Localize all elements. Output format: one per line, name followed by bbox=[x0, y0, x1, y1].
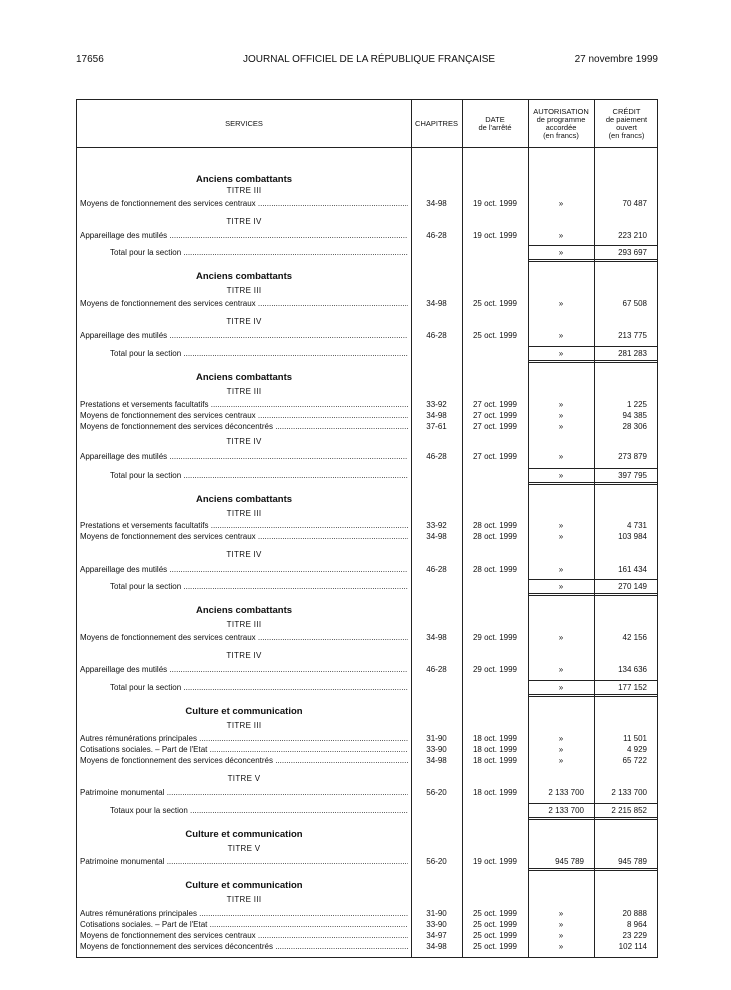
date-cell: 25 oct. 1999 bbox=[472, 931, 518, 940]
row-label: Moyens de fonctionnement des services déconcentrés ..... bbox=[80, 756, 408, 765]
date-cell: 28 oct. 1999 bbox=[472, 532, 518, 541]
titre-label: TITRE III bbox=[226, 186, 262, 195]
autorisation-cell: » bbox=[558, 331, 564, 340]
section-title: Culture et communication bbox=[185, 706, 303, 717]
autorisation-cell: 2 133 700 bbox=[548, 788, 584, 797]
date-cell: 19 oct. 1999 bbox=[472, 199, 518, 208]
total-double-rule bbox=[528, 694, 658, 697]
credit-cell: 1 225 bbox=[626, 400, 647, 409]
credit-cell: 293 697 bbox=[618, 248, 647, 257]
row-label: Appareillage des mutilés ..... bbox=[80, 231, 408, 240]
date-cell: 29 oct. 1999 bbox=[472, 665, 518, 674]
autorisation-cell: » bbox=[558, 422, 564, 431]
date-cell: 27 oct. 1999 bbox=[472, 411, 518, 420]
credit-cell: 2 215 852 bbox=[611, 806, 647, 815]
col-header-services: SERVICES bbox=[77, 100, 411, 148]
date-cell: 28 oct. 1999 bbox=[472, 521, 518, 530]
autorisation-cell: » bbox=[558, 565, 564, 574]
titre-label: TITRE IV bbox=[226, 550, 262, 559]
row-label: Moyens de fonctionnement des services déconcentrés ..... bbox=[80, 942, 408, 951]
date-cell: 27 oct. 1999 bbox=[472, 422, 518, 431]
autorisation-cell: » bbox=[558, 299, 564, 308]
credits-table bbox=[76, 99, 658, 958]
autorisation-cell: » bbox=[558, 665, 564, 674]
autorisation-cell: » bbox=[558, 942, 564, 951]
autorisation-cell: » bbox=[558, 909, 564, 918]
credit-cell: 4 929 bbox=[626, 745, 647, 754]
col-header-date: DATE de l'arrêté bbox=[462, 100, 528, 148]
row-label: Moyens de fonctionnement des services centraux ..... bbox=[80, 299, 408, 308]
chapitre-cell: 34-97 bbox=[426, 931, 447, 940]
date-cell: 28 oct. 1999 bbox=[472, 565, 518, 574]
total-label: Total pour la section ..... bbox=[110, 248, 408, 257]
row-label: Appareillage des mutilés ..... bbox=[80, 565, 408, 574]
autorisation-cell: » bbox=[558, 931, 564, 940]
autorisation-cell: 945 789 bbox=[555, 857, 584, 866]
chapitre-cell: 34-98 bbox=[426, 299, 447, 308]
credit-cell: 177 152 bbox=[618, 683, 647, 692]
total-label: Total pour la section ..... bbox=[110, 582, 408, 591]
section-title: Anciens combattants bbox=[195, 605, 293, 616]
total-rule bbox=[528, 245, 658, 246]
date-cell: 25 oct. 1999 bbox=[472, 920, 518, 929]
autorisation-cell: » bbox=[558, 471, 564, 480]
page-number: 17656 bbox=[76, 54, 104, 65]
titre-label: TITRE IV bbox=[226, 651, 262, 660]
section-title: Culture et communication bbox=[185, 880, 303, 891]
credit-cell: 102 114 bbox=[618, 942, 647, 951]
autorisation-cell: » bbox=[558, 452, 564, 461]
chapitre-cell: 34-98 bbox=[426, 199, 447, 208]
row-label: Patrimoine monumental ..... bbox=[80, 857, 408, 866]
date-cell: 25 oct. 1999 bbox=[472, 909, 518, 918]
journal-title: JOURNAL OFFICIEL DE LA RÉPUBLIQUE FRANÇAISE bbox=[243, 54, 496, 65]
autorisation-cell: » bbox=[558, 248, 564, 257]
titre-label: TITRE III bbox=[226, 620, 262, 629]
credit-cell: 134 636 bbox=[618, 665, 647, 674]
row-label: Moyens de fonctionnement des services déconcentrés ..... bbox=[80, 422, 408, 431]
row-label: Moyens de fonctionnement des services centraux ..... bbox=[80, 931, 408, 940]
chapitre-cell: 34-98 bbox=[426, 756, 447, 765]
col-header-credit: CRÉDIT de paiement ouvert (en francs) bbox=[594, 100, 658, 148]
total-double-rule bbox=[528, 817, 658, 820]
autorisation-cell: » bbox=[558, 231, 564, 240]
credit-cell: 4 731 bbox=[626, 521, 647, 530]
titre-label: TITRE III bbox=[226, 387, 262, 396]
date-cell: 27 oct. 1999 bbox=[472, 400, 518, 409]
row-label: Prestations et versements facultatifs ..... bbox=[80, 521, 408, 530]
autorisation-cell: » bbox=[558, 349, 564, 358]
chapitre-cell: 37-61 bbox=[426, 422, 447, 431]
chapitre-cell: 46-28 bbox=[426, 331, 447, 340]
date-cell: 29 oct. 1999 bbox=[472, 633, 518, 642]
date-cell: 25 oct. 1999 bbox=[472, 299, 518, 308]
chapitre-cell: 46-28 bbox=[426, 231, 447, 240]
chapitre-cell: 34-98 bbox=[426, 633, 447, 642]
section-title: Anciens combattants bbox=[195, 271, 293, 282]
chapitre-cell: 33-90 bbox=[426, 745, 447, 754]
issue-date: 27 novembre 1999 bbox=[574, 54, 658, 65]
credit-cell: 8 964 bbox=[626, 920, 647, 929]
date-cell: 18 oct. 1999 bbox=[472, 745, 518, 754]
autorisation-cell: » bbox=[558, 532, 564, 541]
total-double-rule bbox=[528, 593, 658, 596]
section-title: Culture et communication bbox=[185, 829, 303, 840]
total-label: Totaux pour la section ..... bbox=[110, 806, 408, 815]
date-cell: 19 oct. 1999 bbox=[472, 231, 518, 240]
autorisation-cell: » bbox=[558, 756, 564, 765]
row-label: Moyens de fonctionnement des services centraux ..... bbox=[80, 411, 408, 420]
chapitre-cell: 46-28 bbox=[426, 452, 447, 461]
chapitre-cell: 34-98 bbox=[426, 942, 447, 951]
total-label: Total pour la section ..... bbox=[110, 349, 408, 358]
row-label: Cotisations sociales. – Part de l'Etat ..... bbox=[80, 920, 408, 929]
credit-cell: 273 879 bbox=[618, 452, 647, 461]
date-cell: 25 oct. 1999 bbox=[472, 331, 518, 340]
row-label: Appareillage des mutilés ..... bbox=[80, 331, 408, 340]
date-cell: 27 oct. 1999 bbox=[472, 452, 518, 461]
autorisation-cell: » bbox=[558, 683, 564, 692]
total-label: Total pour la section ..... bbox=[110, 683, 408, 692]
date-cell: 18 oct. 1999 bbox=[472, 734, 518, 743]
credit-cell: 11 501 bbox=[623, 734, 647, 743]
col-header-chapitres: CHAPITRES bbox=[411, 100, 462, 148]
credit-cell: 94 385 bbox=[622, 411, 647, 420]
titre-label: TITRE III bbox=[226, 721, 262, 730]
titre-label: TITRE IV bbox=[226, 437, 262, 446]
chapitre-cell: 34-98 bbox=[426, 411, 447, 420]
credit-cell: 103 984 bbox=[618, 532, 647, 541]
row-label: Patrimoine monumental ..... bbox=[80, 788, 408, 797]
credit-cell: 67 508 bbox=[622, 299, 647, 308]
chapitre-cell: 33-92 bbox=[426, 400, 447, 409]
autorisation-cell: » bbox=[558, 920, 564, 929]
titre-label: TITRE III bbox=[226, 286, 262, 295]
titre-label: TITRE III bbox=[226, 895, 262, 904]
credit-cell: 945 789 bbox=[618, 857, 647, 866]
credit-cell: 20 888 bbox=[622, 909, 647, 918]
total-double-rule bbox=[528, 482, 658, 485]
autorisation-cell: » bbox=[558, 582, 564, 591]
chapitre-cell: 31-90 bbox=[426, 734, 447, 743]
row-label: Appareillage des mutilés ..... bbox=[80, 452, 408, 461]
credit-cell: 28 306 bbox=[622, 422, 647, 431]
autorisation-cell: » bbox=[558, 734, 564, 743]
date-cell: 18 oct. 1999 bbox=[472, 756, 518, 765]
row-label: Moyens de fonctionnement des services centraux ..... bbox=[80, 532, 408, 541]
chapitre-cell: 46-28 bbox=[426, 665, 447, 674]
total-double-rule bbox=[528, 360, 658, 363]
autorisation-cell: » bbox=[558, 411, 564, 420]
row-label: Moyens de fonctionnement des services centraux ..... bbox=[80, 199, 408, 208]
total-double-rule bbox=[528, 868, 658, 871]
credit-cell: 223 210 bbox=[618, 231, 647, 240]
autorisation-cell: » bbox=[558, 633, 564, 642]
total-rule bbox=[528, 579, 658, 580]
credit-cell: 65 722 bbox=[622, 756, 647, 765]
total-rule bbox=[528, 468, 658, 469]
row-label: Autres rémunérations principales ..... bbox=[80, 734, 408, 743]
col-header-autorisation: AUTORISATION de programme accordée (en francs) bbox=[528, 100, 594, 148]
total-rule bbox=[528, 680, 658, 681]
chapitre-cell: 56-20 bbox=[426, 788, 447, 797]
row-label: Appareillage des mutilés ..... bbox=[80, 665, 408, 674]
titre-label: TITRE V bbox=[227, 844, 261, 853]
autorisation-cell: » bbox=[558, 199, 564, 208]
row-label: Moyens de fonctionnement des services centraux ..... bbox=[80, 633, 408, 642]
titre-label: TITRE IV bbox=[226, 217, 262, 226]
credit-cell: 42 156 bbox=[622, 633, 647, 642]
row-label: Cotisations sociales. – Part de l'Etat ..... bbox=[80, 745, 408, 754]
titre-label: TITRE III bbox=[226, 509, 262, 518]
chapitre-cell: 33-90 bbox=[426, 920, 447, 929]
autorisation-cell: 2 133 700 bbox=[548, 806, 584, 815]
section-title: Anciens combattants bbox=[195, 494, 293, 505]
row-label: Autres rémunérations principales ..... bbox=[80, 909, 408, 918]
total-rule bbox=[528, 346, 658, 347]
date-cell: 19 oct. 1999 bbox=[472, 857, 518, 866]
chapitre-cell: 46-28 bbox=[426, 565, 447, 574]
titre-label: TITRE IV bbox=[226, 317, 262, 326]
credit-cell: 397 795 bbox=[618, 471, 647, 480]
titre-label: TITRE V bbox=[227, 774, 261, 783]
credit-cell: 270 149 bbox=[618, 582, 647, 591]
credit-cell: 2 133 700 bbox=[611, 788, 647, 797]
total-rule bbox=[528, 803, 658, 804]
credit-cell: 161 434 bbox=[618, 565, 647, 574]
credit-cell: 281 283 bbox=[618, 349, 647, 358]
total-label: Total pour la section ..... bbox=[110, 471, 408, 480]
credit-cell: 70 487 bbox=[622, 199, 647, 208]
chapitre-cell: 31-90 bbox=[426, 909, 447, 918]
chapitre-cell: 34-98 bbox=[426, 532, 447, 541]
date-cell: 25 oct. 1999 bbox=[472, 942, 518, 951]
chapitre-cell: 33-92 bbox=[426, 521, 447, 530]
section-title: Anciens combattants bbox=[195, 372, 293, 383]
autorisation-cell: » bbox=[558, 400, 564, 409]
chapitre-cell: 56-20 bbox=[426, 857, 447, 866]
autorisation-cell: » bbox=[558, 745, 564, 754]
autorisation-cell: » bbox=[558, 521, 564, 530]
row-label: Prestations et versements facultatifs ..... bbox=[80, 400, 408, 409]
total-double-rule bbox=[528, 259, 658, 262]
section-title: Anciens combattants bbox=[195, 174, 293, 185]
date-cell: 18 oct. 1999 bbox=[472, 788, 518, 797]
credit-cell: 213 775 bbox=[618, 331, 647, 340]
credit-cell: 23 229 bbox=[622, 931, 647, 940]
